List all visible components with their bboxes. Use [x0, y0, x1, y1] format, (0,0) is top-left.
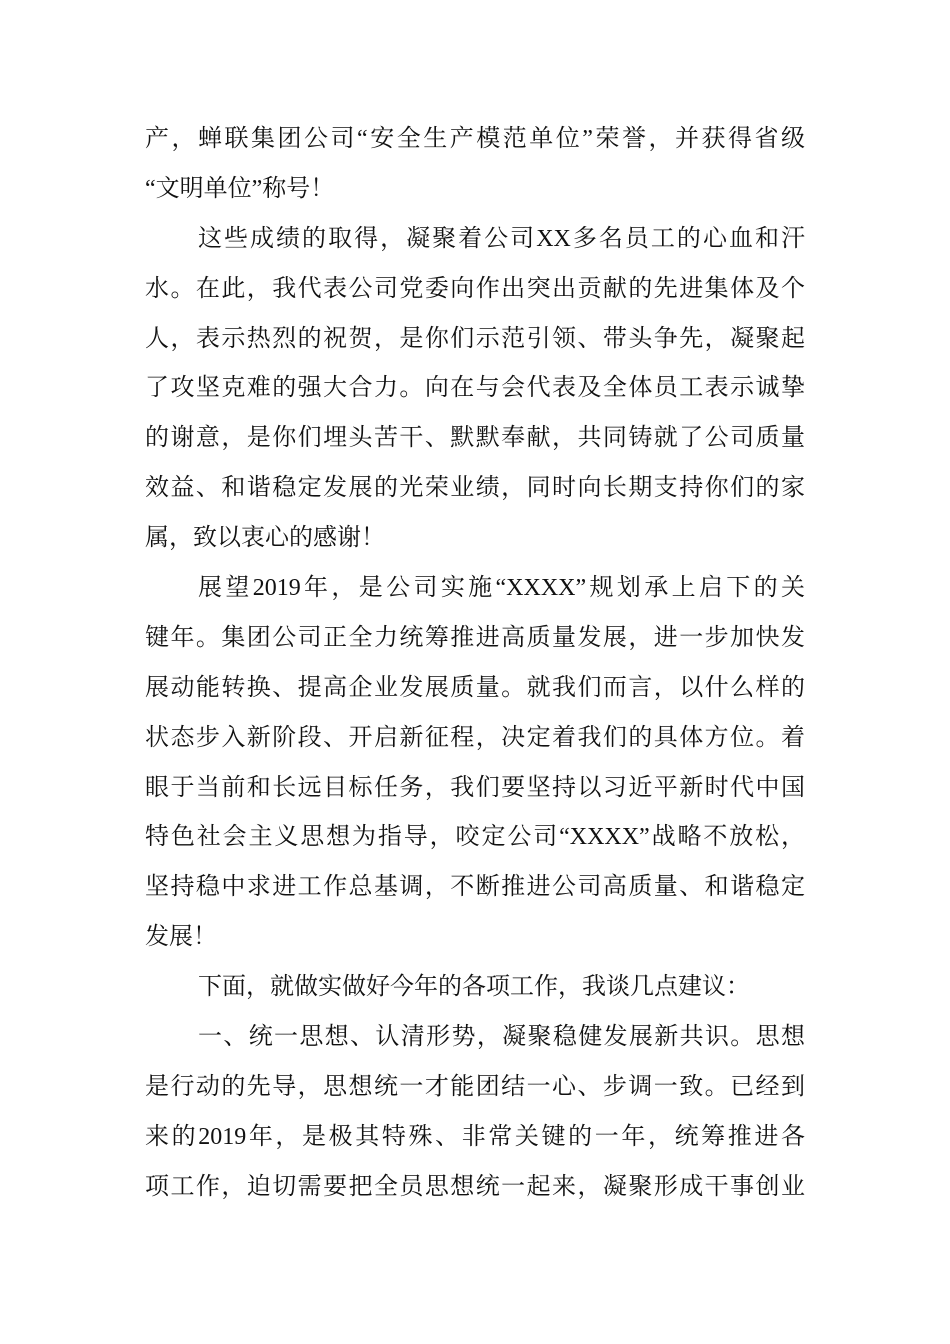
text-line: 了攻坚克难的强大合力。向在与会代表及全体员工表示诚挚	[145, 375, 805, 402]
text-line: 眼于当前和长远目标任务，我们要坚持以习近平新时代中国	[145, 774, 805, 801]
text-line: 一、统一思想、认清形势，凝聚稳健发展新共识。思想	[198, 1024, 805, 1051]
text-line: 产，蝉联集团公司“安全生产模范单位”荣誉，并获得省级	[145, 126, 805, 152]
text-line: 效益、和谐稳定发展的光荣业绩，同时向长期支持你们的家	[145, 475, 805, 502]
text-line: 来的2019年，是极其特殊、非常关键的一年，统筹推进各	[145, 1123, 805, 1150]
text-line: “文明单位”称号！	[145, 175, 335, 202]
text-line: 发展！	[145, 924, 217, 951]
text-line: 特色社会主义思想为指导，咬定公司“XXXX”战略不放松，	[145, 824, 805, 851]
text-line: 坚持稳中求进工作总基调，不断推进公司高质量、和谐稳定	[145, 874, 805, 901]
document-body	[145, 115, 805, 1213]
text-line: 的谢意，是你们埋头苦干、默默奉献，共同铸就了公司质量	[145, 425, 805, 452]
text-line: 人，表示热烈的祝贺，是你们示范引领、带头争先，凝聚起	[145, 325, 805, 352]
text-line: 属，致以衷心的感谢！	[145, 525, 385, 552]
text-line: 下面，就做实做好今年的各项工作，我谈几点建议：	[198, 974, 750, 1001]
text-line: 项工作，迫切需要把全员思想统一起来，凝聚形成干事创业	[145, 1173, 805, 1200]
text-line: 这些成绩的取得，凝聚着公司XX多名员工的心血和汗	[198, 225, 805, 252]
text-line: 键年。集团公司正全力统筹推进高质量发展，进一步加快发	[145, 624, 805, 651]
text-line: 是行动的先导，思想统一才能团结一心、步调一致。已经到	[145, 1073, 805, 1100]
text-line: 状态步入新阶段、开启新征程，决定着我们的具体方位。着	[145, 724, 805, 751]
text-line: 水。在此，我代表公司党委向作出突出贡献的先进集体及个	[145, 275, 805, 302]
text-line: 展望2019年，是公司实施“XXXX”规划承上启下的关	[198, 575, 805, 602]
text-line: 展动能转换、提高企业发展质量。就我们而言，以什么样的	[145, 674, 805, 701]
